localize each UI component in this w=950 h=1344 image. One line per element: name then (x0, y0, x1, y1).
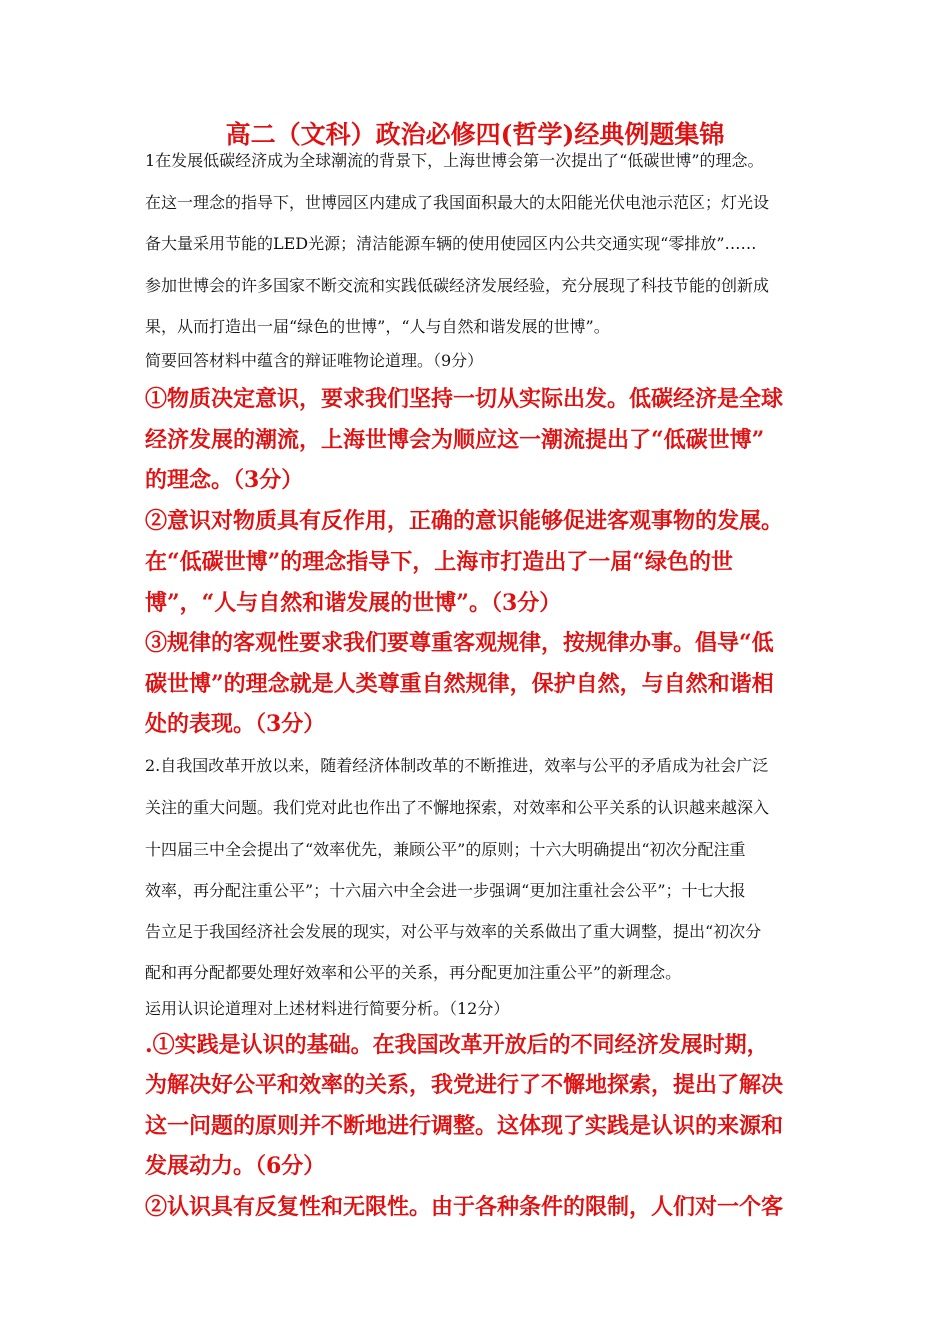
answer-1-line: ③规律的客观性要求我们要尊重客观规律，按规律办事。倡导“低 (145, 630, 774, 656)
answer-1-line: 博”，“人与自然和谐发展的世博”。（3分） (145, 590, 562, 616)
answer-2-line: .①实践是认识的基础。在我国改革开放后的不同经济发展时期， (145, 1032, 769, 1058)
question-1-prompt: 简要回答材料中蕴含的辩证唯物论道理。（9分） (145, 351, 484, 370)
question-1-line: 参加世博会的许多国家不断交流和实践低碳经济发展经验，充分展现了科技节能的创新成 (145, 276, 770, 295)
answer-2-line: ②认识具有反复性和无限性。由于各种条件的限制，人们对一个客 (145, 1194, 784, 1220)
question-2-line: 配和再分配都要处理好效率和公平的关系，再分配更加注重公平”的新理念。 (145, 963, 682, 982)
document-title: 高二（文科）政治必修四(哲学)经典例题集锦 (225, 120, 725, 149)
answer-2-line: 发展动力。（6分） (145, 1153, 326, 1179)
question-1-line: 1在发展低碳经济成为全球潮流的背景下，上海世博会第一次提出了“低碳世博”的理念。 (145, 151, 764, 170)
question-1-line: 备大量采用节能的LED光源；清洁能源车辆的使用使园区内公共交通实现“零排放”…… (145, 234, 757, 253)
answer-1-line: 在“低碳世博”的理念指导下，上海市打造出了一届“绿色的世 (145, 549, 733, 575)
question-1-line: 果，从而打造出一届“绿色的世博”，“人与自然和谐发展的世博”。 (145, 317, 610, 336)
question-2-line: 2.自我国改革开放以来，随着经济体制改革的不断推进，效率与公平的矛盾成为社会广泛 (145, 756, 769, 775)
answer-2-line: 这一问题的原则并不断地进行调整。这体现了实践是认识的来源和 (145, 1113, 784, 1139)
question-1-line: 在这一理念的指导下，世博园区内建成了我国面积最大的太阳能光伏电池示范区；灯光设 (145, 193, 770, 212)
question-2-line: 十四届三中全会提出了“效率优先，兼顾公平”的原则；十六大明确提出“初次分配注重 (145, 840, 746, 859)
answer-1-line: 的理念。（3分） (145, 467, 304, 493)
question-2-line: 关注的重大问题。我们党对此也作出了不懈地探索，对效率和公平关系的认识越来越深入 (145, 798, 770, 817)
answer-1-line: 碳世博”的理念就是人类尊重自然规律，保护自然，与自然和谐相 (145, 671, 774, 697)
answer-1-line: 经济发展的潮流，上海世博会为顺应这一潮流提出了“低碳世博” (145, 427, 765, 453)
answer-1-line: ②意识对物质具有反作用，正确的意识能够促进客观事物的发展。 (145, 508, 784, 534)
answer-1-line: ①物质决定意识，要求我们坚持一切从实际出发。低碳经济是全球 (145, 386, 784, 412)
answer-2-line: 为解决好公平和效率的关系，我党进行了不懈地探索，提出了解决 (145, 1072, 784, 1098)
answer-1-line: 处的表现。（3分） (145, 711, 326, 737)
question-2-line: 效率，再分配注重公平”；十六届六中全会进一步强调“更加注重社会公平”；十七大报 (145, 881, 746, 900)
question-2-prompt: 运用认识论道理对上述材料进行简要分析。（12分） (145, 999, 510, 1018)
question-2-line: 告立足于我国经济社会发展的现实，对公平与效率的关系做出了重大调整，提出“初次分 (145, 922, 762, 941)
